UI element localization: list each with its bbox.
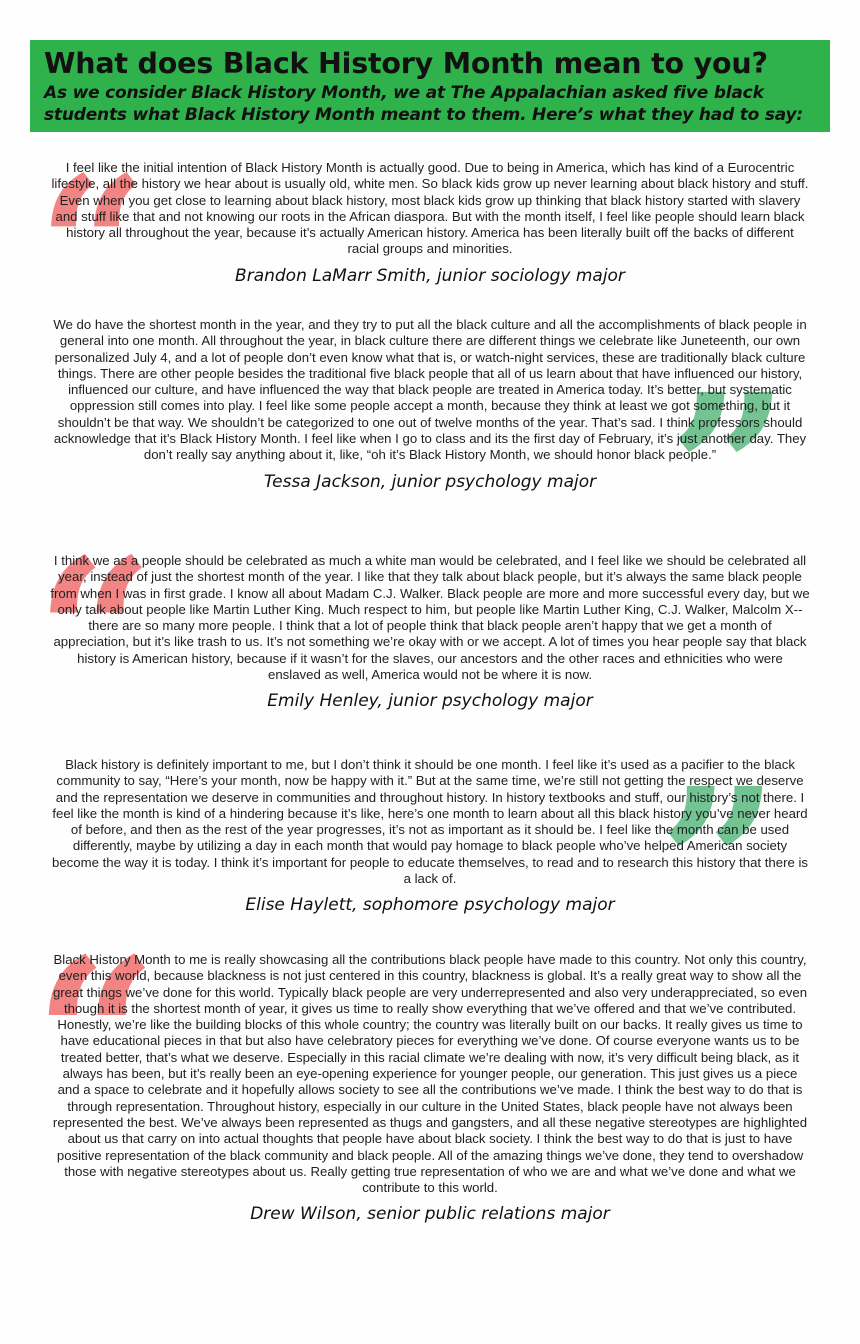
response-text: We do have the shortest month in the year, and they try to put all the black culture and all the accomplishments of black people in general into one month. All throughout the year, in black culture there are different things we celebrate like Juneteenth, our own personalized July 4, and a lot of people don’t even know what that is, or watch-night services, these are traditionally black culture things. There are other people besides the traditional five black people that all of us learn about that have influenced our history, influenced our culture, and have influenced the way that black people are treated in America today. It’s better, but systematic oppression still comes into play. I feel like some people accept a month, because they think at least we got something, but it shouldn’t be that way. We shouldn’t be categorized to one out of twelve months of the year. That’s sad. I think professors should acknowledge that it’s Black History Month. I feel like when I go to class and its the first day of February, it’s just another day. They don’t really say anything about it, like, “oh it’s Black History Month, we should honor black people.” bbox=[53, 317, 807, 463]
response-3 bbox=[36, 515, 810, 755]
response-text: Black history is definitely important to me, but I don’t think it should be one month. I feel like it’s used as a pacifier to the black community to say, “Here’s your month, now be happy with it.” But at the same time, we’re still not getting the respect we deserve and the representation we deserve in communities and throughout history. In history textbooks and stuff, our history’s not there. I feel like the month is kind of a hindering because it’s like, here’s one month to learn about all this black history you’ve never heard of before, and then as the rest of the year progresses, it’s not as important as it should be. I feel like the month can be used differently, maybe by utilizing a day in each month that would pay homage to black people who’ve helped American society become the way it is today. I think it’s important for people to educate themselves, to read and to research this history that there is a lack of. bbox=[52, 757, 808, 887]
open-quote-mark: “ bbox=[36, 515, 154, 755]
response-attribution: Tessa Jackson, junior psychology major bbox=[263, 471, 597, 492]
response-attribution: Brandon LaMarr Smith, junior sociology major bbox=[235, 265, 625, 286]
response-attribution: Drew Wilson, senior public relations major bbox=[250, 1204, 610, 1225]
response-text: I think we as a people should be celebrated as much a white man would be celebrated, and I feel like we should be celebrated all year, instead of just the shortest month of the year. I like that they talk about black people, but it’s always the same black people from when I was in first grade. I know all about Madam C.J. Walker. Black people are more and more successful every day, but we only talk about people like Martin Luther King. Much respect to him, but people like Martin Luther King, C.J. Walker, Malcolm X-- there are so many more people. I think that a lot of people think that black people aren’t happy that we get a month of appreciation, but it’s like trash to us. It’s not something we’re okay with or we accept. A lot of times you hear people say that black history is American history, because if it wasn’t for the slaves, our ancestors and the other races and ethnicities who were enslaved as well, America would not be where it is now. bbox=[50, 553, 810, 683]
response-2 bbox=[50, 317, 810, 595]
response-text: I feel like the initial intention of Black History Month is actually good. Due to being in America, which has kind of a Eurocentric lifestyle, all the history we hear about is usually old, white men. So black kids grow up never learning about black history and stuff. Even when you get close to learning about black history, most black kids grow up thinking that black history started with slavery and stuff like that and not knowing our roots in the African diaspora. But with the month itself, I feel like people should learn black history all throughout the year, because it’s actually American history. America has been literally built off the backs of different racial groups and minorities. bbox=[51, 160, 809, 257]
header-banner bbox=[30, 40, 830, 132]
response-attribution: Elise Haylett, sophomore psychology major bbox=[245, 895, 615, 916]
response-attribution: Emily Henley, junior psychology major bbox=[267, 691, 593, 712]
response-1 bbox=[38, 135, 810, 358]
response-4 bbox=[50, 742, 810, 989]
open-quote-mark: “ bbox=[38, 135, 148, 358]
page-title: What does Black History Month mean to you? bbox=[44, 47, 768, 80]
response-text: Black History Month to me is really showcasing all the contributions black people have made to this country. Not only this country, even this world, because blackness is not just centered in this country, blackness is global. It’s a really great way to show all the great things we’ve done for this world. Typically black people are very underrepresented and also very underappreciated, so even though it is the shortest month of year, it gives us time to really show everything that we’ve offered and that we’ve contributed. Honestly, we’re like the building blocks of this whole country; the country was literally built on our backs. It really gives us time to have educational pieces in that but also have celebratory pieces for everything we’ve done. Of course everyone wants us to be treated better, that’s what we deserve. Especially in this racial climate we’re dealing with now, it’s very difficult being black, as it always has been, but it’s really been an eye-opening experience for younger people, our generation. This just gives us a piece and a space to celebrate and it hopefully allows society to see all the contributions we’ve made. I think the best way to do that is through representation. Throughout history, especially in our culture in the United States, black people have not always been represented the best. We’ve always been represented as thugs and gangsters, and all these negative stereotypes are highlighted about us that carry on into actual thoughts that people have about black society. I think the best way to do that is just to have positive representation of the black community and black people. All of the amazing things we’ve done, they tend to overshadow those with negative stereotypes about us. Really getting true representation of who we are and what we’ve done and what we contribute to this world. bbox=[52, 952, 808, 1196]
page-subtitle: As we consider Black History Month, we at The Appalachian asked five black students what Black History Month meant to them. Here’s what they had to say: bbox=[44, 83, 804, 125]
open-quote-mark: “ bbox=[34, 911, 158, 1164]
close-quote-mark: ” bbox=[658, 742, 779, 989]
close-quote-mark: ” bbox=[668, 348, 789, 595]
response-5 bbox=[34, 911, 810, 1226]
